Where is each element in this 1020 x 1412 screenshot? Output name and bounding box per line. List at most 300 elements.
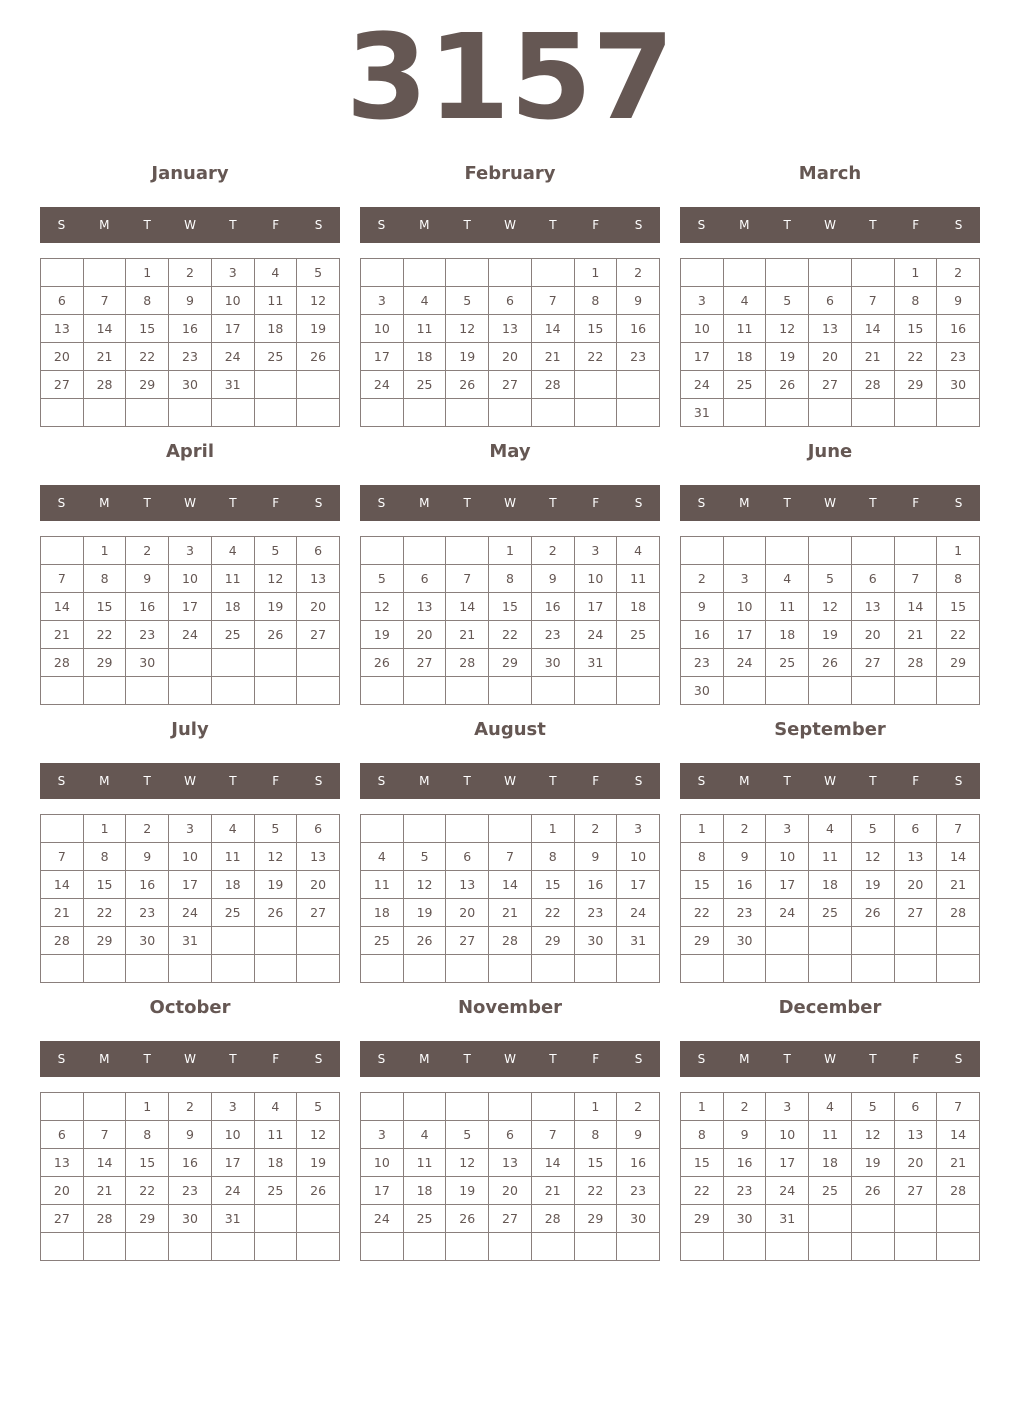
day-cell: 7	[531, 1121, 574, 1149]
day-cell: 14	[83, 1149, 126, 1177]
day-cell: 6	[446, 843, 489, 871]
day-cell: 10	[361, 315, 404, 343]
day-cell: 11	[403, 1149, 446, 1177]
day-cell: 12	[766, 315, 809, 343]
day-cell: 7	[937, 815, 980, 843]
day-cell: 7	[937, 1093, 980, 1121]
month-august	[360, 716, 660, 948]
day-cell: 19	[254, 593, 297, 621]
day-cell	[361, 259, 404, 287]
month-february	[360, 160, 660, 392]
day-cell: 26	[297, 1177, 340, 1205]
week-row	[681, 621, 980, 649]
day-cell: 4	[766, 565, 809, 593]
week-row	[681, 315, 980, 343]
weekday-label: S	[57, 774, 66, 788]
day-grid	[360, 536, 660, 705]
day-cell: 7	[83, 1121, 126, 1149]
day-cell: 19	[446, 343, 489, 371]
day-cell	[489, 677, 532, 705]
week-row	[681, 1233, 980, 1261]
day-cell: 19	[297, 1149, 340, 1177]
weekday-label: W	[824, 774, 836, 788]
day-cell: 4	[617, 537, 660, 565]
day-cell	[937, 955, 980, 983]
day-cell: 8	[574, 287, 617, 315]
day-cell: 29	[83, 649, 126, 677]
day-cell: 7	[851, 287, 894, 315]
day-cell: 25	[809, 1177, 852, 1205]
month-june	[680, 438, 980, 698]
day-cell	[489, 815, 532, 843]
day-cell: 23	[126, 621, 169, 649]
day-cell: 31	[169, 927, 212, 955]
day-cell: 6	[297, 537, 340, 565]
week-row	[681, 1205, 980, 1233]
day-cell: 23	[531, 621, 574, 649]
weekday-label: S	[697, 218, 706, 232]
week-row	[361, 399, 660, 427]
week-row	[41, 955, 340, 983]
day-cell: 16	[169, 1149, 212, 1177]
day-cell: 7	[531, 287, 574, 315]
day-cell	[126, 677, 169, 705]
day-cell: 9	[126, 565, 169, 593]
weekday-header	[40, 485, 340, 521]
day-cell	[41, 955, 84, 983]
day-cell: 24	[169, 899, 212, 927]
day-cell: 26	[766, 371, 809, 399]
day-cell	[681, 537, 724, 565]
day-cell	[403, 1093, 446, 1121]
weekday-label: M	[419, 1052, 430, 1066]
day-cell	[297, 399, 340, 427]
day-cell	[403, 677, 446, 705]
weekday-label: W	[504, 774, 516, 788]
day-cell: 20	[297, 871, 340, 899]
day-cell: 16	[937, 315, 980, 343]
day-cell: 25	[361, 927, 404, 955]
day-cell	[617, 649, 660, 677]
day-cell: 24	[361, 1205, 404, 1233]
day-cell: 22	[681, 1177, 724, 1205]
day-cell: 31	[766, 1205, 809, 1233]
day-cell: 4	[254, 1093, 297, 1121]
weekday-label: S	[634, 218, 643, 232]
month-title: February	[464, 163, 556, 184]
week-row	[41, 1149, 340, 1177]
day-cell: 11	[617, 565, 660, 593]
day-cell	[83, 1233, 126, 1261]
day-cell: 13	[297, 843, 340, 871]
day-cell: 13	[446, 871, 489, 899]
day-cell: 24	[361, 371, 404, 399]
day-cell: 22	[937, 621, 980, 649]
day-cell: 19	[361, 621, 404, 649]
day-cell: 30	[681, 677, 724, 705]
weekday-label: W	[504, 496, 516, 510]
day-grid	[40, 536, 340, 705]
day-cell: 24	[766, 899, 809, 927]
day-cell: 20	[489, 1177, 532, 1205]
weekday-label: M	[419, 218, 430, 232]
day-cell	[169, 399, 212, 427]
day-cell: 13	[489, 315, 532, 343]
day-cell: 27	[809, 371, 852, 399]
day-cell: 28	[41, 649, 84, 677]
day-cell: 24	[766, 1177, 809, 1205]
day-cell: 12	[809, 593, 852, 621]
day-cell: 19	[809, 621, 852, 649]
day-cell: 8	[83, 565, 126, 593]
weekday-label: T	[783, 218, 791, 232]
day-grid	[680, 1092, 980, 1261]
day-cell: 16	[531, 593, 574, 621]
week-row	[41, 871, 340, 899]
day-cell: 10	[681, 315, 724, 343]
day-cell	[211, 677, 254, 705]
month-title: October	[149, 997, 231, 1018]
weekday-label: T	[463, 496, 471, 510]
week-row	[361, 1205, 660, 1233]
day-cell: 7	[489, 843, 532, 871]
day-cell: 24	[681, 371, 724, 399]
day-cell: 20	[41, 343, 84, 371]
day-cell	[937, 677, 980, 705]
day-cell	[894, 955, 937, 983]
weekday-label: T	[143, 218, 151, 232]
day-cell: 28	[531, 1205, 574, 1233]
day-cell	[723, 259, 766, 287]
weekday-label: F	[592, 774, 600, 788]
week-row	[681, 537, 980, 565]
day-cell	[361, 1233, 404, 1261]
week-row	[681, 259, 980, 287]
week-row	[681, 955, 980, 983]
weekday-label: T	[463, 1052, 471, 1066]
weekday-label: T	[229, 218, 237, 232]
day-cell: 6	[894, 815, 937, 843]
day-cell	[851, 1233, 894, 1261]
day-cell: 1	[83, 537, 126, 565]
day-cell: 22	[83, 899, 126, 927]
day-cell: 17	[723, 621, 766, 649]
day-cell	[211, 399, 254, 427]
day-cell: 23	[617, 1177, 660, 1205]
weekday-label: F	[272, 1052, 280, 1066]
weekday-label: W	[184, 218, 196, 232]
day-cell	[937, 1233, 980, 1261]
week-row	[361, 649, 660, 677]
day-cell: 10	[211, 1121, 254, 1149]
weekday-header	[680, 1041, 980, 1077]
day-cell: 27	[446, 927, 489, 955]
day-cell: 15	[126, 1149, 169, 1177]
day-cell	[254, 649, 297, 677]
day-cell	[41, 815, 84, 843]
day-cell	[937, 399, 980, 427]
day-cell	[83, 259, 126, 287]
day-cell: 6	[894, 1093, 937, 1121]
day-cell	[531, 955, 574, 983]
day-cell: 21	[446, 621, 489, 649]
weekday-label: S	[314, 1052, 323, 1066]
day-cell: 25	[211, 899, 254, 927]
day-cell: 8	[574, 1121, 617, 1149]
day-cell: 10	[766, 843, 809, 871]
weekday-header	[360, 1041, 660, 1077]
day-grid	[40, 1092, 340, 1261]
week-row	[361, 565, 660, 593]
day-cell: 22	[681, 899, 724, 927]
day-cell: 30	[126, 927, 169, 955]
weekday-label: W	[824, 1052, 836, 1066]
day-cell: 24	[617, 899, 660, 927]
weekday-label: M	[99, 774, 110, 788]
weekday-label: T	[143, 774, 151, 788]
weekday-label: S	[377, 496, 386, 510]
day-cell: 6	[41, 1121, 84, 1149]
day-cell: 27	[894, 1177, 937, 1205]
day-cell: 4	[361, 843, 404, 871]
week-row	[681, 1149, 980, 1177]
day-cell: 22	[83, 621, 126, 649]
month-title: March	[798, 163, 862, 184]
day-cell: 29	[126, 371, 169, 399]
weekday-label: M	[739, 1052, 750, 1066]
day-cell	[211, 927, 254, 955]
day-cell: 13	[489, 1149, 532, 1177]
day-cell	[681, 955, 724, 983]
day-cell: 26	[361, 649, 404, 677]
day-cell: 7	[41, 565, 84, 593]
weekday-label: T	[463, 218, 471, 232]
day-cell: 1	[489, 537, 532, 565]
day-cell: 19	[403, 899, 446, 927]
month-title: September	[774, 719, 886, 740]
day-cell: 11	[211, 565, 254, 593]
day-cell: 17	[169, 871, 212, 899]
weekday-label: F	[912, 774, 920, 788]
week-row	[361, 315, 660, 343]
day-cell	[894, 537, 937, 565]
weekday-label: T	[463, 774, 471, 788]
week-row	[681, 815, 980, 843]
day-cell: 3	[723, 565, 766, 593]
day-cell: 2	[169, 259, 212, 287]
day-cell: 27	[851, 649, 894, 677]
day-cell: 30	[574, 927, 617, 955]
day-cell: 23	[723, 1177, 766, 1205]
day-cell: 27	[894, 899, 937, 927]
day-cell: 12	[403, 871, 446, 899]
day-cell: 18	[617, 593, 660, 621]
day-cell: 22	[574, 1177, 617, 1205]
weekday-label: T	[869, 774, 877, 788]
day-cell: 28	[489, 927, 532, 955]
month-january	[40, 160, 340, 392]
day-cell	[851, 677, 894, 705]
day-cell: 14	[851, 315, 894, 343]
weekday-label: T	[549, 218, 557, 232]
day-cell: 28	[83, 1205, 126, 1233]
day-cell	[297, 927, 340, 955]
day-cell: 19	[446, 1177, 489, 1205]
day-cell: 21	[489, 899, 532, 927]
day-cell	[851, 927, 894, 955]
day-cell	[361, 677, 404, 705]
day-cell	[254, 371, 297, 399]
day-cell: 25	[617, 621, 660, 649]
day-cell	[361, 1093, 404, 1121]
day-cell: 22	[126, 343, 169, 371]
day-cell: 22	[531, 899, 574, 927]
day-cell	[403, 259, 446, 287]
day-cell: 12	[446, 1149, 489, 1177]
week-row	[681, 565, 980, 593]
day-cell: 21	[41, 621, 84, 649]
day-cell	[766, 927, 809, 955]
day-cell	[297, 1205, 340, 1233]
week-row	[361, 259, 660, 287]
day-cell: 18	[361, 899, 404, 927]
day-cell: 1	[531, 815, 574, 843]
weekday-label: F	[592, 218, 600, 232]
week-row	[361, 1149, 660, 1177]
day-cell: 7	[894, 565, 937, 593]
day-cell: 14	[937, 843, 980, 871]
day-cell: 24	[574, 621, 617, 649]
day-cell: 21	[83, 1177, 126, 1205]
weekday-label: T	[549, 496, 557, 510]
weekday-label: S	[314, 218, 323, 232]
day-cell: 6	[403, 565, 446, 593]
day-cell: 1	[937, 537, 980, 565]
weekday-label: F	[912, 496, 920, 510]
day-cell	[617, 677, 660, 705]
day-cell	[894, 927, 937, 955]
month-title: January	[151, 163, 229, 184]
week-row	[361, 1233, 660, 1261]
day-grid	[680, 536, 980, 705]
day-cell: 10	[169, 843, 212, 871]
day-cell: 27	[489, 371, 532, 399]
month-september	[680, 716, 980, 948]
day-cell: 8	[489, 565, 532, 593]
weekday-header	[40, 1041, 340, 1077]
weekday-header	[360, 485, 660, 521]
week-row	[41, 843, 340, 871]
day-cell: 3	[766, 815, 809, 843]
day-cell	[446, 399, 489, 427]
day-cell	[489, 259, 532, 287]
week-row	[681, 927, 980, 955]
day-cell: 27	[41, 371, 84, 399]
week-row	[681, 871, 980, 899]
day-cell: 13	[297, 565, 340, 593]
week-row	[361, 371, 660, 399]
weekday-label: F	[272, 218, 280, 232]
weekday-label: S	[697, 774, 706, 788]
weekday-label: S	[377, 1052, 386, 1066]
day-cell: 20	[851, 621, 894, 649]
day-cell	[809, 399, 852, 427]
day-cell: 21	[531, 1177, 574, 1205]
weekday-label: F	[272, 496, 280, 510]
day-cell: 12	[297, 1121, 340, 1149]
week-row	[361, 537, 660, 565]
week-row	[361, 927, 660, 955]
day-cell: 6	[489, 287, 532, 315]
day-cell	[809, 259, 852, 287]
day-cell: 23	[723, 899, 766, 927]
day-cell: 19	[254, 871, 297, 899]
week-row	[681, 677, 980, 705]
day-cell: 15	[574, 1149, 617, 1177]
day-cell: 7	[41, 843, 84, 871]
day-cell: 1	[83, 815, 126, 843]
day-cell: 20	[489, 343, 532, 371]
day-cell: 5	[254, 815, 297, 843]
day-grid	[40, 814, 340, 983]
day-cell	[211, 1233, 254, 1261]
weekday-label: F	[912, 218, 920, 232]
day-cell: 9	[681, 593, 724, 621]
day-cell: 30	[617, 1205, 660, 1233]
day-cell: 5	[297, 259, 340, 287]
day-cell: 14	[446, 593, 489, 621]
day-cell: 18	[809, 1149, 852, 1177]
day-cell	[297, 371, 340, 399]
day-cell	[254, 927, 297, 955]
weekday-label: S	[634, 774, 643, 788]
day-cell: 30	[723, 927, 766, 955]
weekday-label: S	[634, 1052, 643, 1066]
day-cell: 2	[574, 815, 617, 843]
week-row	[361, 1093, 660, 1121]
day-cell: 16	[681, 621, 724, 649]
day-cell: 12	[254, 565, 297, 593]
day-cell: 20	[809, 343, 852, 371]
day-cell: 15	[894, 315, 937, 343]
weekday-label: M	[739, 218, 750, 232]
month-title: April	[165, 441, 215, 462]
week-row	[41, 371, 340, 399]
day-cell: 8	[894, 287, 937, 315]
week-row	[681, 1177, 980, 1205]
day-cell: 17	[766, 1149, 809, 1177]
weekday-label: M	[419, 774, 430, 788]
day-cell: 21	[937, 1149, 980, 1177]
weekday-header	[40, 207, 340, 243]
day-cell: 17	[681, 343, 724, 371]
week-row	[361, 343, 660, 371]
day-cell	[809, 927, 852, 955]
day-cell: 12	[446, 315, 489, 343]
day-cell: 29	[894, 371, 937, 399]
day-cell: 31	[211, 371, 254, 399]
day-cell	[894, 399, 937, 427]
day-cell	[574, 677, 617, 705]
day-cell	[809, 537, 852, 565]
day-cell: 16	[723, 1149, 766, 1177]
day-cell: 9	[574, 843, 617, 871]
weekday-label: M	[99, 218, 110, 232]
day-cell	[169, 649, 212, 677]
day-cell	[617, 1233, 660, 1261]
day-cell	[361, 399, 404, 427]
day-cell: 4	[254, 259, 297, 287]
